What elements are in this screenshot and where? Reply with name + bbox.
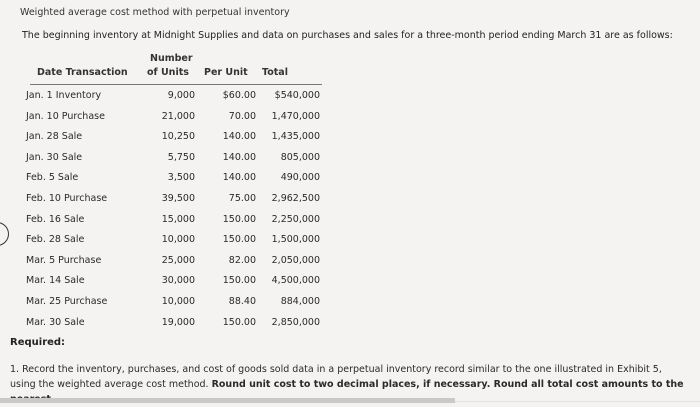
row-total: $540,000: [274, 90, 320, 101]
row-total: 2,962,500: [271, 192, 320, 204]
row-unit-cost: 82.00: [228, 254, 256, 266]
scrollbar-track[interactable]: [455, 401, 700, 402]
row-total: 1,500,000: [271, 234, 320, 246]
row-date: Jan. 28 Sale: [26, 131, 83, 143]
row-units: 30,000: [161, 275, 195, 287]
row-unit-cost: 140.00: [222, 131, 256, 143]
table-row: [0, 251, 340, 272]
row-unit-cost: 150.00: [222, 316, 256, 328]
row-unit-cost: 150.00: [222, 275, 256, 287]
row-unit-cost: 150.00: [222, 213, 256, 225]
table-row: [0, 210, 340, 231]
row-date: Mar. 30 Sale: [26, 316, 85, 328]
row-date: Jan. 10 Purchase: [26, 110, 105, 122]
row-units: 10,000: [161, 295, 195, 307]
row-total: 2,850,000: [271, 316, 320, 328]
row-date: Feb. 28 Sale: [26, 234, 85, 246]
row-units: 10,000: [161, 234, 195, 246]
row-units: 5,750: [167, 151, 195, 163]
row-date: Jan. 1 Inventory: [26, 90, 102, 101]
header-date: Date Transaction: [37, 67, 128, 78]
row-unit-cost: 140.00: [222, 151, 256, 163]
row-date: Feb. 16 Sale: [26, 213, 85, 225]
horizontal-scrollbar[interactable]: [0, 398, 455, 403]
table-row: [0, 86, 340, 107]
row-date: Jan. 30 Sale: [26, 151, 83, 163]
table-row: [0, 168, 340, 189]
row-total: 4,500,000: [271, 275, 320, 287]
header-rule: [30, 84, 322, 85]
row-units: 3,500: [167, 172, 195, 184]
row-total: 2,050,000: [271, 254, 320, 266]
table-row: [0, 292, 340, 313]
row-units: 25,000: [161, 254, 195, 266]
question-rounding-instruction: Round unit cost to two decimal places, if necessary. Round all total cost amounts to the: [211, 379, 684, 390]
row-total: 490,000: [280, 172, 320, 184]
row-units: 21,000: [161, 110, 195, 122]
row-date: Mar. 14 Sale: [26, 275, 85, 287]
row-date: Mar. 25 Purchase: [26, 295, 108, 307]
header-number-line2: of Units: [147, 67, 189, 78]
row-unit-cost: $60.00: [222, 90, 256, 101]
table-row: [0, 148, 340, 169]
row-date: Feb. 10 Purchase: [26, 192, 108, 204]
row-total: 1,435,000: [271, 131, 320, 143]
row-units: 19,000: [161, 316, 195, 328]
row-date: Mar. 5 Purchase: [26, 254, 102, 266]
row-units: 15,000: [161, 213, 195, 225]
header-number-line1: Number: [150, 53, 193, 64]
row-unit-cost: 88.40: [228, 295, 256, 307]
row-total: 2,250,000: [271, 213, 320, 225]
required-label: Required:: [10, 337, 66, 348]
problem-intro: The beginning inventory at Midnight Supplies and data on purchases and sales for a three-month period ending March 31 are as follows:: [22, 30, 673, 41]
row-unit-cost: 140.00: [222, 172, 256, 184]
row-total: 805,000: [280, 151, 320, 163]
row-unit-cost: 75.00: [228, 192, 256, 204]
row-unit-cost: 150.00: [222, 234, 256, 246]
table-row: [0, 271, 340, 292]
row-unit-cost: 70.00: [228, 110, 256, 122]
problem-title: Weighted average cost method with perpetual inventory: [20, 7, 290, 18]
row-total: 1,470,000: [271, 110, 320, 122]
row-units: 10,250: [161, 131, 195, 143]
row-date: Feb. 5 Sale: [26, 172, 79, 184]
question-text: 1. Record the inventory, purchases, and cost of goods sold data in a perpetual inventory record similar to the one illustrated in Exhibit 5, using the weighted average cost method.: [10, 364, 662, 390]
header-total: Total: [262, 67, 288, 78]
table-row: [0, 127, 340, 148]
header-per-unit: Per Unit: [204, 67, 248, 78]
table-row: [0, 313, 340, 334]
table-row: [0, 107, 340, 128]
row-total: 884,000: [280, 295, 320, 307]
row-units: 9,000: [167, 90, 195, 101]
table-row: [0, 230, 340, 251]
inventory-table-body: [0, 86, 340, 333]
table-row: [0, 189, 340, 210]
row-units: 39,500: [161, 192, 195, 204]
